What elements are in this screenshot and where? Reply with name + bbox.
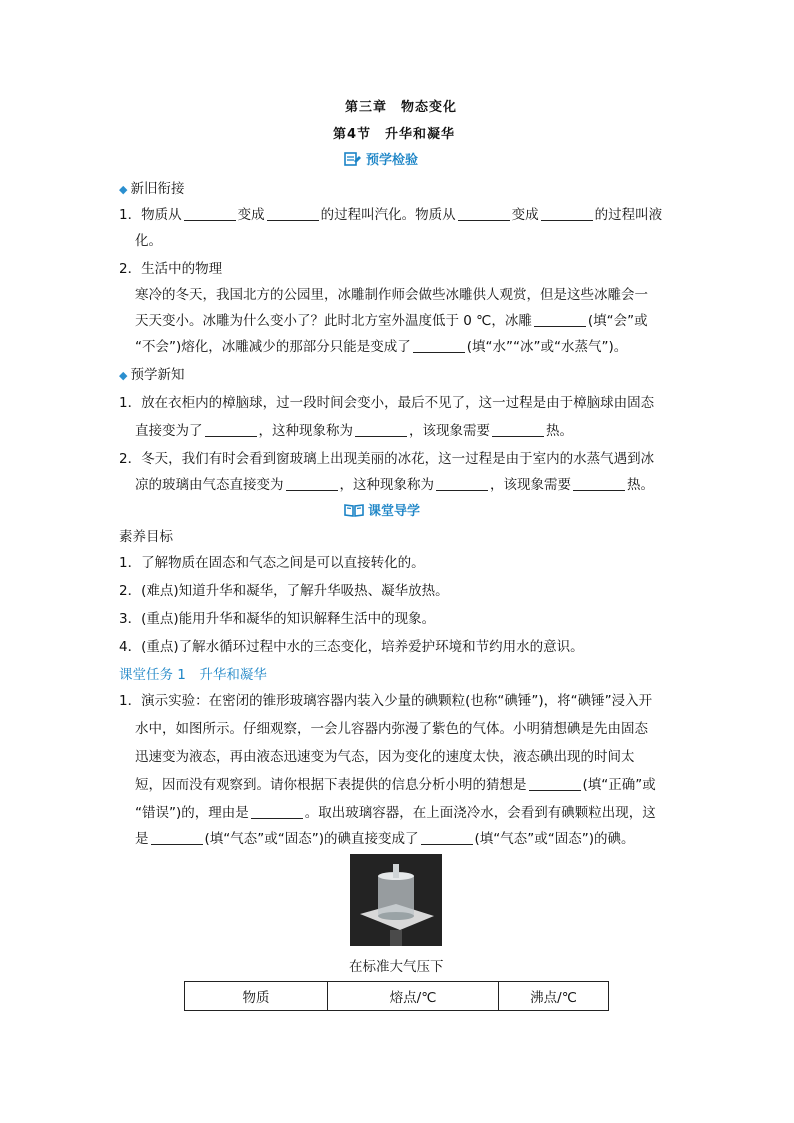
q2-line3: “不会”)熔化，冰雕减少的那部分只能是变成了 (填“水”“冰”或“水蒸气”)。 (135, 339, 628, 355)
demo-line2: 水中，如图所示。仔细观察，一会儿容器内弥漫了紫色的气体。小明猜想碘是先由固态 (135, 721, 648, 737)
answer-blank[interactable] (251, 804, 303, 819)
table-header-cell: 沸点/℃ (499, 982, 609, 1011)
p1-line2: 直接变为了 ，这种现象称为 ，该现象需要 热。 (135, 423, 573, 439)
preview-check-banner (344, 149, 418, 168)
q2-line1: 寒冷的冬天，我国北方的公园里，冰雕制作师会做些冰雕供人观赏，但是这些冰雕会一 (135, 287, 648, 303)
answer-blank[interactable] (573, 476, 625, 491)
review-header: ◆ 新旧衔接 (119, 181, 185, 197)
answer-blank[interactable] (534, 312, 586, 327)
q2-line2: 天天变小。冰雕为什么变小了？此时北方室外温度低于 0 ℃，冰雕 (填“会”或 (135, 313, 648, 329)
goal-item: 2．(难点)知道升华和凝华，了解升华吸热、凝华放热。 (119, 583, 449, 599)
answer-blank[interactable] (413, 338, 465, 353)
preview-check-label: 预学检验 (366, 153, 419, 168)
p1-line1: 1．放在衣柜内的樟脑球，过一段时间会变小，最后不见了，这一过程是由于樟脑球由固态 (119, 395, 655, 411)
q1-line1: 1．物质从 变成 的过程叫汽化。物质从 变成 的过程叫液 (119, 207, 663, 223)
iodine-experiment-photo (350, 854, 442, 946)
answer-blank[interactable] (355, 422, 407, 437)
demo-line4: 短，因而没有观察到。请你根据下表提供的信息分析小明的猜想是 (填“正确”或 (135, 777, 656, 793)
classroom-guide-banner (344, 500, 420, 519)
classroom-guide-label: 课堂导学 (368, 504, 421, 519)
open-book-icon (344, 502, 364, 518)
demo-line6: 是 (填“气态”或“固态”)的碘直接变成了 (填“气态”或“固态”)的碘。 (135, 831, 635, 847)
answer-blank[interactable] (492, 422, 544, 437)
notebook-icon (344, 151, 362, 167)
answer-blank[interactable] (541, 206, 593, 221)
answer-blank[interactable] (529, 776, 581, 791)
q1-line2: 化。 (135, 233, 162, 249)
p2-line1: 2．冬天，我们有时会看到窗玻璃上出现美丽的冰花，这一过程是由于室内的水蒸气遇到冰 (119, 451, 655, 467)
demo-line5: “错误”)的，理由是 。取出玻璃容器，在上面浇冷水，会看到有碘颗粒出现，这 (135, 805, 656, 821)
chapter-title: 第三章 物态变化 (345, 100, 458, 115)
goal-item: 3．(重点)能用升华和凝华的知识解释生活中的现象。 (119, 611, 436, 627)
diamond-icon: ◆ (119, 183, 128, 196)
answer-blank[interactable] (436, 476, 488, 491)
table-caption: 在标准大气压下 (349, 959, 444, 975)
answer-blank[interactable] (421, 830, 473, 845)
p2-line2: 凉的玻璃由气态直接变为 ，这种现象称为 ，该现象需要 热。 (135, 477, 654, 493)
goal-item: 1．了解物质在固态和气态之间是可以直接转化的。 (119, 555, 425, 571)
task1-title: 课堂任务 1 升华和凝华 (119, 667, 267, 683)
table-header-cell: 熔点/℃ (328, 982, 499, 1011)
demo-line1: 1．演示实验：在密闭的锥形玻璃容器内装入少量的碘颗粒(也称“碘锤”)，将“碘锤”浸入开 (119, 693, 653, 709)
melting-boiling-table (184, 981, 609, 1011)
answer-blank[interactable] (458, 206, 510, 221)
answer-blank[interactable] (151, 830, 203, 845)
section-title: 第4节 升华和凝华 (333, 127, 456, 142)
preview-header: ◆ 预学新知 (119, 367, 185, 383)
answer-blank[interactable] (205, 422, 257, 437)
q2-header: 2．生活中的物理 (119, 261, 223, 277)
goals-header: 素养目标 (119, 529, 173, 545)
answer-blank[interactable] (267, 206, 319, 221)
answer-blank[interactable] (184, 206, 236, 221)
table-row (185, 982, 609, 1011)
answer-blank[interactable] (286, 476, 338, 491)
goal-item: 4．(重点)了解水循环过程中水的三态变化，培养爱护环境和节约用水的意识。 (119, 639, 584, 655)
demo-line3: 迅速变为液态，再由液态迅速变为气态，因为变化的速度太快，液态碘出现的时间太 (135, 749, 635, 765)
table-header-cell: 物质 (185, 982, 328, 1011)
diamond-icon: ◆ (119, 369, 128, 382)
